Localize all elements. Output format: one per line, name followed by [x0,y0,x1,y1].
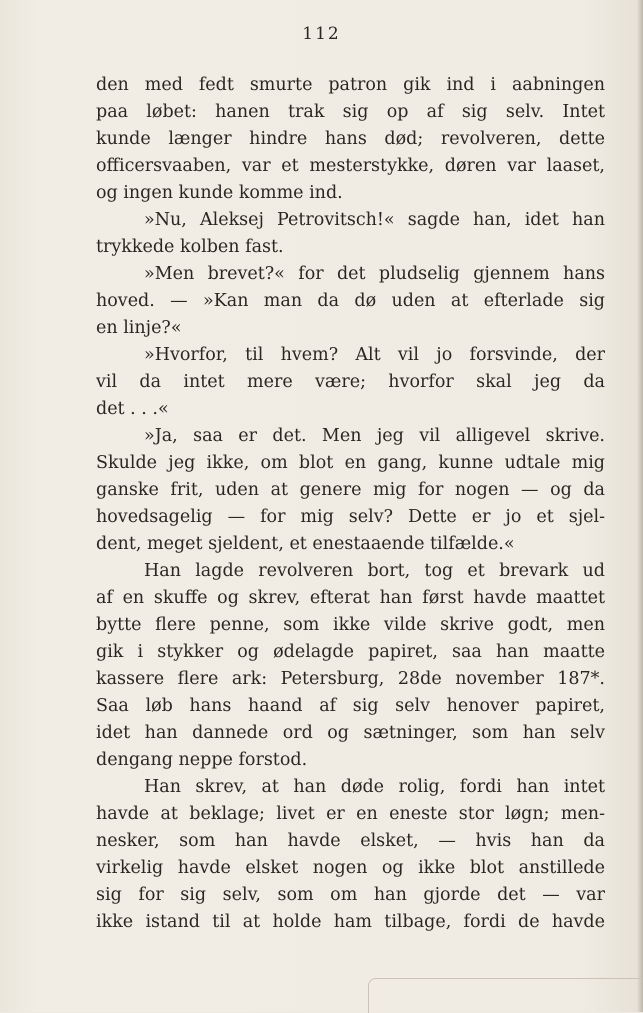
page-number: 112 [302,24,341,44]
text-line: vil da intet mere være; hvorfor skal jeg da [96,372,605,392]
text-line: dengang neppe forstod. [96,750,308,770]
text-line: »Men brevet?« for det pludselig gjennem hans [144,264,605,284]
page-edge-shadow [637,0,643,1012]
text-line: ikke istand til at holde ham tilbage, fordi de havde [96,912,605,932]
text-line: ganske frit, uden at genere mig for nogen — og da [96,480,605,500]
scan-corner-mark [368,978,643,1013]
text-line: »Nu, Aleksej Petrovitsch!« sagde han, idet han [144,210,605,230]
text-line: kassere flere ark: Petersburg, 28de november 187*. [96,669,605,689]
text-line: af en skuffe og skrev, efterat han først havde maattet [96,588,605,608]
text-line: sig for sig selv, som om han gjorde det — var [96,885,605,905]
text-line: nesker, som han havde elsket, — hvis han da [96,831,605,851]
text-line: Saa løb hans haand af sig selv henover papiret, [96,696,605,716]
text-line: »Hvorfor, til hvem? Alt vil jo forsvinde, der [144,345,605,365]
text-line: og ingen kunde komme ind. [96,183,343,203]
text-line: Skulde jeg ikke, om blot en gang, kunne udtale mig [96,453,605,473]
text-line: Han skrev, at han døde rolig, fordi han intet [144,777,605,797]
body-text [96,72,605,936]
text-line: havde at beklage; livet er en eneste stor løgn; men- [96,804,605,824]
text-line: den med fedt smurte patron gik ind i aabningen [96,75,605,95]
text-line: kunde længer hindre hans død; revolveren, dette [96,129,605,149]
text-line: bytte flere penne, som ikke vilde skrive godt, men [96,615,605,635]
text-line: Han lagde revolveren bort, tog et brevark ud [144,561,605,581]
text-line: hovedsagelig — for mig selv? Dette er jo et sjel- [96,507,605,527]
text-line: virkelig havde elsket nogen og ikke blot anstillede [96,858,605,878]
text-line: en linje?« [96,318,182,338]
text-line: gik i stykker og ødelagde papiret, saa han maatte [96,642,605,662]
text-line: officersvaaben, var et mesterstykke, døren var laaset, [96,156,605,176]
text-line: trykkede kolben fast. [96,237,284,257]
text-line: dent, meget sjeldent, et enestaaende tilfælde.« [96,534,515,554]
text-line: idet han dannede ord og sætninger, som han selv [96,723,605,743]
text-line: det . . .« [96,399,169,419]
text-line: »Ja, saa er det. Men jeg vil alligevel skrive. [144,426,605,446]
text-line: paa løbet: hanen trak sig op af sig selv. Intet [96,102,605,122]
text-line: hoved. — »Kan man da dø uden at efterlade sig [96,291,605,311]
